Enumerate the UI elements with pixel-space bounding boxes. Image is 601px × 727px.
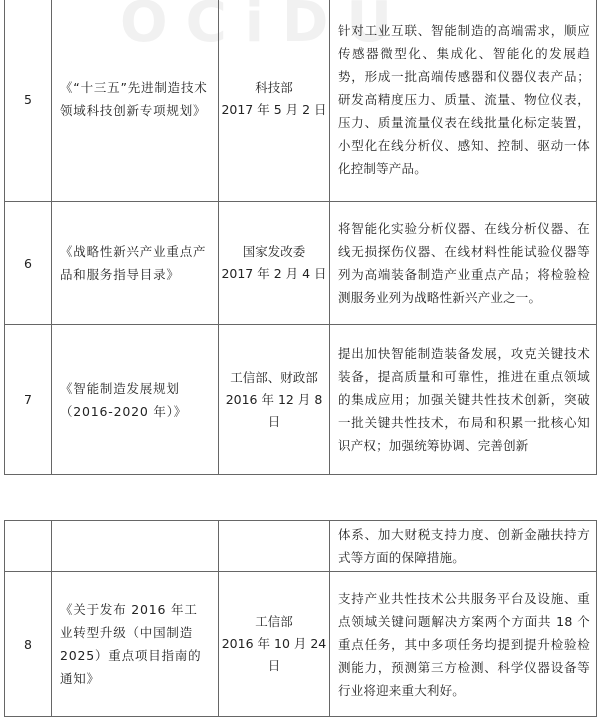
dept-name: 科技部: [255, 80, 293, 95]
policy-title: [52, 0, 219, 202]
issue-date: 2017 年 2 月 4 日: [221, 266, 327, 281]
issuing-dept: [219, 202, 330, 325]
issuing-dept: [219, 0, 330, 202]
table-row: [5, 572, 597, 717]
policy-title: [52, 325, 219, 475]
policy-title-text: 《战略性新兴产业重点产品和服务指导目录》: [60, 244, 207, 282]
policy-description: 针对工业互联、智能制造的高端需求，顺应传感器微型化、集成化、智能化的发展趋势，形成一批高端传感器和仪器仪表产品；研发高精度压力、质量、流量、物位仪表，压力、质量流量仪表在线批量化标定装置，小型化在线分析仪、感知、控制、驱动一体化控制等产品。: [330, 0, 597, 202]
policy-description: 提出加快智能制造装备发展，攻克关键技术装备，提高质量和可靠性，推进在重点领域的集成应用；加强关键共性技术创新，突破一批关键共性技术，布局和积累一批核心知识产权；加强统筹协调、完善创新: [330, 325, 597, 475]
policy-title: [52, 521, 219, 572]
issuing-dept: [219, 325, 330, 475]
policy-title-text: 《智能制造发展规划（2016-2020 年）》: [60, 380, 188, 419]
row-number: 6: [5, 202, 52, 325]
row-number: 5: [5, 0, 52, 202]
table-row: [5, 0, 597, 202]
row-number: 8: [5, 572, 52, 717]
policy-title-text: 《“十三五”先进制造技术领域科技创新专项规划》: [60, 80, 208, 118]
policy-title: [52, 572, 219, 717]
policy-title-text: 《关于发布 2016 年工业转型升级（中国制造 2025）重点项目指南的通知》: [60, 602, 202, 686]
dept-name: 国家发改委: [242, 244, 306, 259]
policy-description: 将智能化实验分析仪器、在线分析仪器、在线无损探伤仪器、在线材料性能试验仪器等列为高端装备制造产业重点产品；将检验检测服务业列为战略性新兴产业之一。: [330, 202, 597, 325]
dept-name: 工信部、财政部: [230, 369, 318, 385]
policy-table-bottom: [4, 520, 597, 717]
policy-title: [52, 202, 219, 325]
policy-description: 支持产业共性技术公共服务平台及设施、重点领域关键问题解决方案两个方面共 18 个重点任务，其中多项任务均提到提升检验检测能力，预测第三方检测、科学仪器设备等行业将迎来重大利好。: [330, 572, 597, 717]
issue-date: 2016 年 12 月 8 日: [225, 391, 323, 429]
watermark: OCiDU: [120, 0, 410, 55]
issue-date: 2017 年 5 月 2 日: [221, 102, 327, 117]
table-row: [5, 202, 597, 325]
table-row: [5, 325, 597, 475]
row-number: 7: [5, 325, 52, 475]
policy-description-continuation: 体系、加大财税支持力度、创新金融扶持方式等方面的保障措施。: [330, 521, 597, 572]
issuing-dept: [219, 521, 330, 572]
table-row: [5, 521, 597, 572]
issue-date: 2016 年 10 月 24 日: [221, 636, 327, 673]
issuing-dept: [219, 572, 330, 717]
dept-name: 工信部: [255, 614, 293, 629]
row-number: [5, 521, 52, 572]
policy-table-top: [4, 0, 597, 475]
